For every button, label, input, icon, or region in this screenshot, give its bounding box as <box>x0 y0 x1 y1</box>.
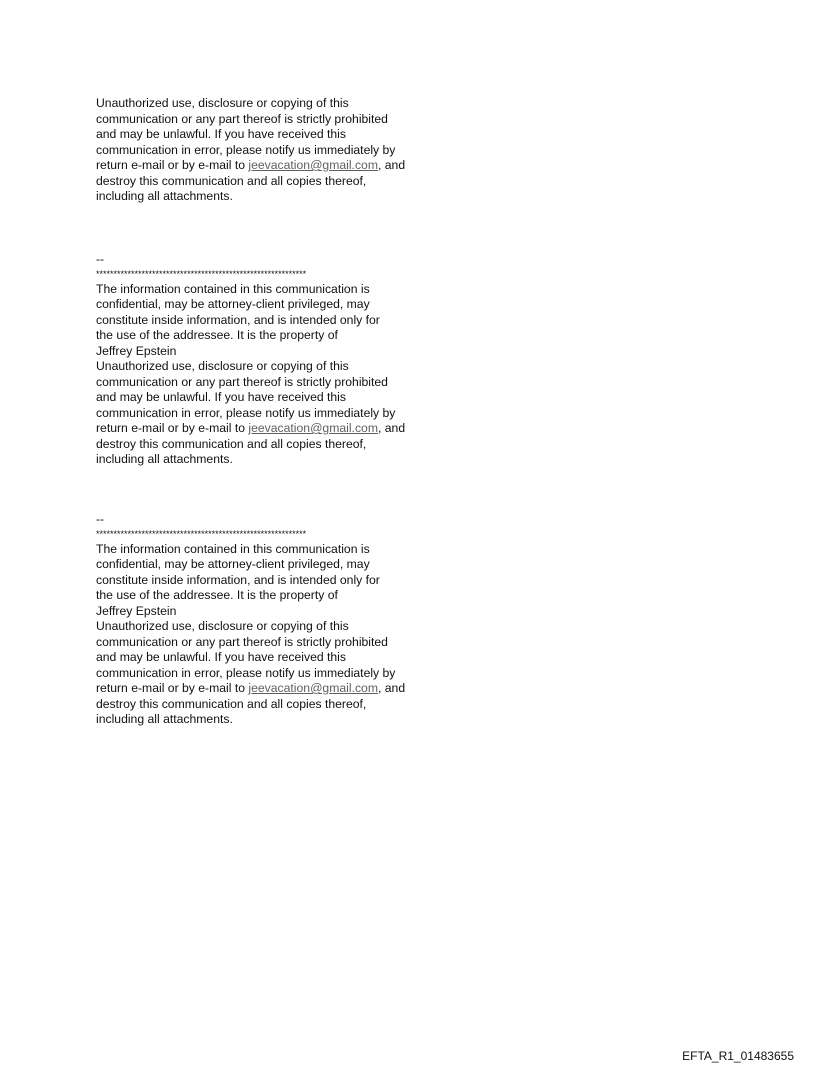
text-line: confidential, may be attorney-client privileged, may <box>96 557 370 571</box>
signature-dash: -- <box>96 252 105 266</box>
text-line: Unauthorized use, disclosure or copying of this <box>96 359 349 373</box>
text-line: destroy this communication and all copies thereof, <box>96 436 367 451</box>
text-fragment: , and <box>377 421 406 435</box>
asterisk-separator: ************************************************************ <box>96 528 307 539</box>
text-line: and may be unlawful. If you have received this <box>96 650 346 664</box>
text-line: Unauthorized use, disclosure or copying of this <box>96 96 349 110</box>
text-line: confidential, may be attorney-client privileged, may <box>96 297 370 311</box>
disclaimer-block-2 <box>96 252 516 468</box>
text-line: the use of the addressee. It is the property of <box>96 328 338 342</box>
text-line: including all attachments. <box>96 712 233 726</box>
text-fragment: , and <box>377 158 406 172</box>
disclaimer-block-3 <box>96 512 516 728</box>
text-fragment: , and <box>377 681 406 695</box>
disclaimer-block-1 <box>96 96 516 205</box>
text-line: and may be unlawful. If you have received this <box>96 390 346 404</box>
text-line: communication or any part thereof is strictly prohibited <box>96 111 388 126</box>
text-fragment: return e-mail or by e-mail to <box>96 681 249 695</box>
text-fragment: return e-mail or by e-mail to <box>96 421 249 435</box>
text-line: Unauthorized use, disclosure or copying of this <box>96 619 349 633</box>
text-line: including all attachments. <box>96 189 233 203</box>
signature-dash: -- <box>96 512 105 526</box>
email-link[interactable]: jeevacation@gmail.com <box>248 421 378 435</box>
text-line: the use of the addressee. It is the property of <box>96 588 338 602</box>
text-line: communication in error, please notify us immediately by <box>96 142 396 157</box>
text-line-with-link <box>96 158 516 174</box>
text-line: constitute inside information, and is intended only for <box>96 572 380 587</box>
text-line: Jeffrey Epstein <box>96 343 177 358</box>
text-line-with-link <box>96 421 516 437</box>
email-link[interactable]: jeevacation@gmail.com <box>248 158 378 172</box>
document-id: EFTA_R1_01483655 <box>682 1049 794 1063</box>
text-line: destroy this communication and all copies thereof, <box>96 696 367 711</box>
text-line: The information contained in this communication is <box>96 281 370 296</box>
text-line: communication in error, please notify us immediately by <box>96 405 396 420</box>
text-line: destroy this communication and all copies thereof, <box>96 173 367 188</box>
text-line: Jeffrey Epstein <box>96 603 177 618</box>
text-line: communication in error, please notify us immediately by <box>96 665 396 680</box>
asterisk-separator: ************************************************************ <box>96 268 307 279</box>
text-line: and may be unlawful. If you have received this <box>96 127 346 141</box>
email-link[interactable]: jeevacation@gmail.com <box>248 681 378 695</box>
text-line: communication or any part thereof is strictly prohibited <box>96 634 388 649</box>
text-line-with-link <box>96 681 516 697</box>
text-line: The information contained in this communication is <box>96 541 370 556</box>
text-fragment: return e-mail or by e-mail to <box>96 158 249 172</box>
text-line: including all attachments. <box>96 452 233 466</box>
text-line: communication or any part thereof is strictly prohibited <box>96 374 388 389</box>
text-line: constitute inside information, and is intended only for <box>96 312 380 327</box>
